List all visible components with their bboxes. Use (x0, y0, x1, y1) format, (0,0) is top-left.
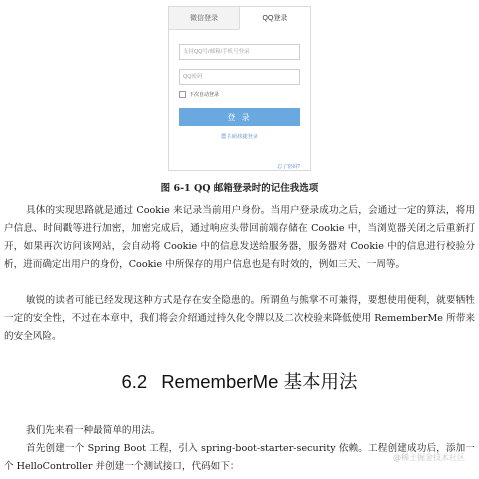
qr-code-icon: ▦ (221, 134, 228, 140)
remember-me-option[interactable] (179, 91, 219, 98)
paragraph-intro-usage: 我们先来看一种最简单的用法。 (26, 425, 161, 436)
section-number: 6.2 (121, 371, 148, 392)
password-input[interactable]: QQ密码 (179, 69, 300, 85)
remember-me-label: 下次自动登录 (189, 92, 220, 98)
section-heading (0, 368, 479, 394)
qr-login-label: 扫码快捷登录 (227, 134, 258, 140)
tab-wechat-login[interactable]: 微信登录 (169, 7, 239, 30)
watermark: @稀土掘金技术社区 (393, 453, 465, 462)
tab-qq-login[interactable]: QQ登录 (239, 7, 310, 30)
section-title-text: RememberMe 基本用法 (161, 371, 358, 392)
login-tabs (169, 7, 310, 30)
qq-login-widget-figure (168, 6, 311, 171)
paragraph-security-risk: 敏锐的读者可能已经发现这种方式是存在安全隐患的。所谓鱼与熊掌不可兼得，要想使用便利，就要牺牲一定的安全性，不过在本章中，我们将会介绍通过持久化令牌以及二次校验来降低使用 RememberMe 所带来的安全风险。 (4, 295, 475, 342)
forgot-password-link[interactable]: 忘了密码? (277, 164, 300, 170)
login-button[interactable]: 登 录 (179, 108, 300, 126)
paragraph-cookie-mechanism: 具体的实现思路就是通过 Cookie 来记录当前用户身份。当用户登录成功之后，会通过一定的算法，将用户信息、时间戳等进行加密，加密完成后，通过响应头带回前端存储在 Cookie 中，当浏览器关闭之后重新打开，如果再次访问该网站，会自动将 Cookie 中的信息发送给服务器，服务器对 Cookie 中的信息进行校验分析，进而确定出用户的身份，Cookie 中所保存的用户信息也是有时效的，例如三天、一周等。 (4, 205, 475, 270)
qr-login-link[interactable] (169, 133, 310, 140)
figure-caption: 图 6-1 QQ 邮箱登录时的记住我选项 (160, 183, 319, 194)
username-input[interactable]: 支持QQ号/邮箱/手机号登录 (179, 44, 300, 60)
paragraph-create-project: 首先创建一个 Spring Boot 工程，引入 spring-boot-starter-security 依赖。工程创建成功后，添加一个 HelloController 并创建一个测试接口，代码如下： (4, 443, 475, 472)
remember-me-checkbox[interactable] (179, 91, 186, 98)
